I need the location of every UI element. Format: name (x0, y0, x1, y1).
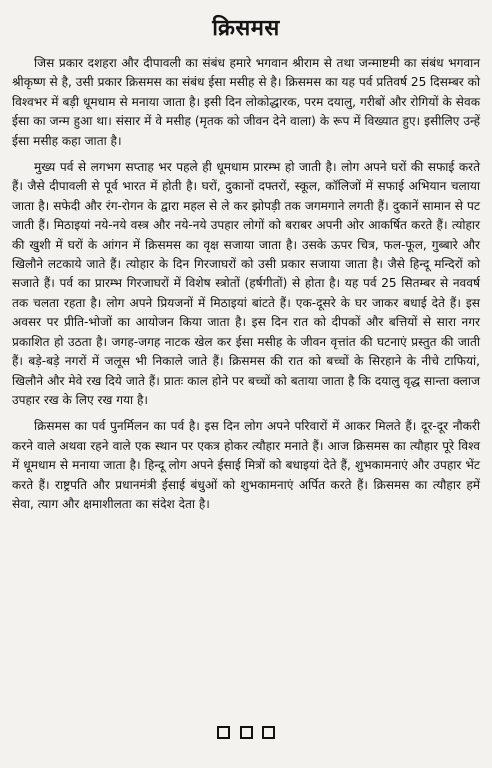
end-mark (0, 722, 492, 741)
paragraph-intro: जिस प्रकार दशहरा और दीपावली का संबंध हमारे भगवान श्रीराम से तथा जन्माष्टमी का संबंध भगवान श्रीकृष्ण से है, उसी प्रकार क्रिसमस का संबंध ईसा मसीह से है। क्रिसमस का यह पर्व प्रतिवर्ष 25 दिसम्बर को विश्वभर में बड़ी धूमधाम से मनाया जाता है। इसी दिन लोकोद्धारक, परम दयालु, गरीबों और रोगियों के सेवक ईसा का जन्म हुआ था। संसार में वे मसीह (मृतक को जीवन देने वाला) के रूप में विख्यात हुए। इसीलिए उन्हें ईसा मसीह कहा जाता है। (12, 56, 480, 148)
square-outline-icon (240, 726, 253, 739)
paragraph-celebration: मुख्य पर्व से लगभग सप्ताह भर पहले ही धूमधाम प्रारम्भ हो जाती है। लोग अपने घरों की सफाई करते हैं। जैसे दीपावली से पूर्व भारत में होती है। घरों, दुकानों दफ्तरों, स्कूल, कॉलिजों में सफाई अभियान चलाया जाता है। सफेदी और रंग-रोगन के द्वारा महल से ले कर झोपड़ी तक जगमगाने लगती हैं। दुकानें सामान से पट जाती हैं। मिठाइयां नये-नये वस्त्र और नये-नये उपहार लोगों को बराबर अपनी ओर आकर्षित करते हैं। त्योहार की खुशी में घरों के आंगन में क्रिसमस का वृक्ष सजाया जाता है। उसके ऊपर चित्र, फल-फूल, गुब्बारे और खिलौने लटकाये जाते हैं। त्योहार के दिन गिरजाघरों को उसी प्रकार सजाया जाता है। जैसे हिन्दू मन्दिरों को सजाते हैं। पर्व का प्रारम्भ गिरजाघरों में विशेष स्त्रोतों (हर्षगीतों) से होता है। यह पर्व 25 सितम्बर से नववर्ष तक चलता रहता है। लोग अपने प्रियजनों में मिठाइयां बांटते हैं। एक-दूसरे के घर जाकर बधाई देते हैं। इस अवसर पर प्रीति-भोजों का आयोजन किया जाता है। इस दिन रात को दीपकों और बत्तियों से सारा नगर प्रकाशित हो उठता है। जगह-जगह नाटक खेल कर ईसा मसीह के जीवन वृत्तांत की घटनाएं प्रस्तुत की जाती हैं। बड़े-बड़े नगरों में जलूस भी निकाले जाते हैं। क्रिसमस की रात को बच्चों के सिरहाने के नीचे टाफियां, खिलौने और मेवे रख दिये जाते हैं। प्रातः काल होने पर बच्चों को बताया जाता है कि दयालु वृद्ध सान्ता क्लाज उपहार रख के लिए रख गया है। (12, 160, 480, 407)
square-outline-icon (217, 726, 230, 739)
square-outline-icon (262, 726, 275, 739)
paragraph-reunion: क्रिसमस का पर्व पुनर्मिलन का पर्व है। इस दिन लोग अपने परिवारों में आकर मिलते हैं। दूर-दूर नौकरी करने वाले अथवा रहने वाले एक स्थान पर एकत्र होकर त्यौहार मनाते हैं। आज क्रिसमस का त्यौहार पूरे विश्व में धूमधाम से मनाया जाता है। हिन्दू लोग अपने ईसाई मित्रों को बधाइयां देते हैं, शुभकामनाएं और उपहार भेंट करते हैं। राष्ट्रपति और प्रधानमंत्री ईसाई बंधुओं को शुभकामनाएं अर्पित करते हैं। क्रिसमस का त्यौहार हमें सेवा, त्याग और क्षमाशीलता का संदेश देता है। (12, 419, 480, 511)
page-title: क्रिसमस (212, 16, 280, 41)
